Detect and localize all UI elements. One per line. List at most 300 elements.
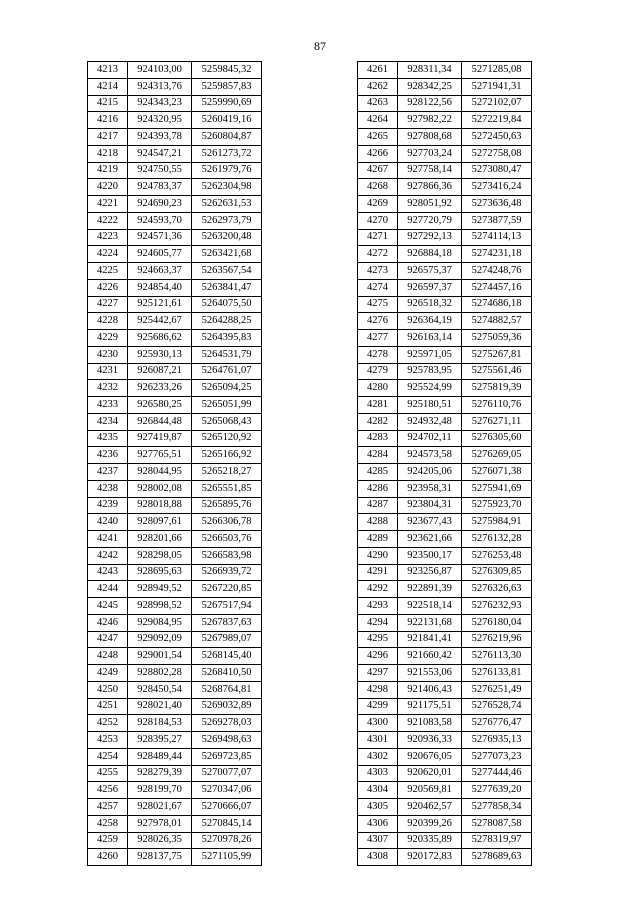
table-row [358, 313, 532, 330]
table-row [358, 815, 532, 832]
y-coordinate-cell: 5268764,81 [192, 681, 262, 698]
y-coordinate-cell: 5267989,07 [192, 631, 262, 648]
x-coordinate-cell: 928342,25 [398, 78, 462, 95]
point-number-cell: 4265 [358, 129, 398, 146]
x-coordinate-cell: 923958,31 [398, 480, 462, 497]
x-coordinate-cell: 920172,83 [398, 849, 462, 866]
x-coordinate-cell: 924690,23 [128, 196, 192, 213]
table-row [88, 145, 262, 162]
y-coordinate-cell: 5265068,43 [192, 413, 262, 430]
x-coordinate-cell: 921841,41 [398, 631, 462, 648]
point-number-cell: 4229 [88, 330, 128, 347]
table-row [358, 698, 532, 715]
y-coordinate-cell: 5273877,59 [462, 212, 532, 229]
table-row [88, 62, 262, 79]
x-coordinate-cell: 924663,37 [128, 263, 192, 280]
point-number-cell: 4223 [88, 229, 128, 246]
point-number-cell: 4234 [88, 413, 128, 430]
table-row [88, 78, 262, 95]
y-coordinate-cell: 5276326,63 [462, 581, 532, 598]
x-coordinate-cell: 924205,06 [398, 464, 462, 481]
point-number-cell: 4247 [88, 631, 128, 648]
table-row [358, 196, 532, 213]
y-coordinate-cell: 5276219,96 [462, 631, 532, 648]
x-coordinate-cell: 927419,87 [128, 430, 192, 447]
y-coordinate-cell: 5273416,24 [462, 179, 532, 196]
table-row [88, 514, 262, 531]
x-coordinate-cell: 920676,05 [398, 748, 462, 765]
y-coordinate-cell: 5276776,47 [462, 715, 532, 732]
point-number-cell: 4232 [88, 380, 128, 397]
table-row [358, 748, 532, 765]
y-coordinate-cell: 5259857,83 [192, 78, 262, 95]
y-coordinate-cell: 5274231,18 [462, 246, 532, 263]
x-coordinate-cell: 928044,95 [128, 464, 192, 481]
y-coordinate-cell: 5269032,89 [192, 698, 262, 715]
x-coordinate-cell: 928489,44 [128, 748, 192, 765]
y-coordinate-cell: 5259990,69 [192, 95, 262, 112]
table-row [358, 296, 532, 313]
point-number-cell: 4259 [88, 832, 128, 849]
y-coordinate-cell: 5262973,79 [192, 212, 262, 229]
point-number-cell: 4279 [358, 363, 398, 380]
table-row [358, 514, 532, 531]
y-coordinate-cell: 5276528,74 [462, 698, 532, 715]
point-number-cell: 4277 [358, 330, 398, 347]
y-coordinate-cell: 5273636,48 [462, 196, 532, 213]
x-coordinate-cell: 924605,77 [128, 246, 192, 263]
table-row [358, 547, 532, 564]
table-row [358, 112, 532, 129]
table-row [358, 179, 532, 196]
x-coordinate-cell: 925783,95 [398, 363, 462, 380]
y-coordinate-cell: 5277858,34 [462, 799, 532, 816]
point-number-cell: 4244 [88, 581, 128, 598]
point-number-cell: 4270 [358, 212, 398, 229]
table-row [358, 782, 532, 799]
y-coordinate-cell: 5276305,60 [462, 430, 532, 447]
table-row [358, 95, 532, 112]
point-number-cell: 4217 [88, 129, 128, 146]
x-coordinate-cell: 926364,19 [398, 313, 462, 330]
point-number-cell: 4275 [358, 296, 398, 313]
point-number-cell: 4246 [88, 614, 128, 631]
point-number-cell: 4308 [358, 849, 398, 866]
point-number-cell: 4274 [358, 279, 398, 296]
point-number-cell: 4249 [88, 665, 128, 682]
y-coordinate-cell: 5276251,49 [462, 681, 532, 698]
x-coordinate-cell: 921553,06 [398, 665, 462, 682]
table-row [358, 564, 532, 581]
x-coordinate-cell: 928199,70 [128, 782, 192, 799]
y-coordinate-cell: 5272758,08 [462, 145, 532, 162]
point-number-cell: 4214 [88, 78, 128, 95]
y-coordinate-cell: 5274114,13 [462, 229, 532, 246]
y-coordinate-cell: 5266939,72 [192, 564, 262, 581]
y-coordinate-cell: 5275819,39 [462, 380, 532, 397]
x-coordinate-cell: 924932,48 [398, 413, 462, 430]
table-row [88, 547, 262, 564]
table-row [88, 748, 262, 765]
x-coordinate-cell: 921175,51 [398, 698, 462, 715]
x-coordinate-cell: 926163,14 [398, 330, 462, 347]
point-number-cell: 4215 [88, 95, 128, 112]
y-coordinate-cell: 5265166,92 [192, 447, 262, 464]
x-coordinate-cell: 925121,61 [128, 296, 192, 313]
x-coordinate-cell: 923500,17 [398, 547, 462, 564]
table-row [358, 464, 532, 481]
point-number-cell: 4226 [88, 279, 128, 296]
point-number-cell: 4288 [358, 514, 398, 531]
y-coordinate-cell: 5272102,07 [462, 95, 532, 112]
point-number-cell: 4240 [88, 514, 128, 531]
table-row [88, 263, 262, 280]
y-coordinate-cell: 5270845,14 [192, 815, 262, 832]
point-number-cell: 4220 [88, 179, 128, 196]
point-number-cell: 4250 [88, 681, 128, 698]
x-coordinate-cell: 928802,28 [128, 665, 192, 682]
table-row [358, 497, 532, 514]
y-coordinate-cell: 5278689,63 [462, 849, 532, 866]
x-coordinate-cell: 928026,35 [128, 832, 192, 849]
y-coordinate-cell: 5274248,76 [462, 263, 532, 280]
table-row [88, 581, 262, 598]
y-coordinate-cell: 5265120,92 [192, 430, 262, 447]
table-row [358, 78, 532, 95]
point-number-cell: 4300 [358, 715, 398, 732]
x-coordinate-cell: 927758,14 [398, 162, 462, 179]
table-row [358, 263, 532, 280]
x-coordinate-cell: 926087,21 [128, 363, 192, 380]
y-coordinate-cell: 5267220,85 [192, 581, 262, 598]
y-coordinate-cell: 5262304,98 [192, 179, 262, 196]
y-coordinate-cell: 5261979,76 [192, 162, 262, 179]
table-row [88, 497, 262, 514]
y-coordinate-cell: 5271285,08 [462, 62, 532, 79]
point-number-cell: 4281 [358, 397, 398, 414]
y-coordinate-cell: 5276180,04 [462, 614, 532, 631]
point-number-cell: 4305 [358, 799, 398, 816]
point-number-cell: 4261 [358, 62, 398, 79]
point-number-cell: 4286 [358, 480, 398, 497]
table-row [358, 631, 532, 648]
point-number-cell: 4284 [358, 447, 398, 464]
y-coordinate-cell: 5271941,31 [462, 78, 532, 95]
x-coordinate-cell: 928298,05 [128, 547, 192, 564]
table-row [88, 313, 262, 330]
point-number-cell: 4248 [88, 648, 128, 665]
x-coordinate-cell: 926884,18 [398, 246, 462, 263]
table-row [88, 413, 262, 430]
x-coordinate-cell: 924750,55 [128, 162, 192, 179]
point-number-cell: 4219 [88, 162, 128, 179]
point-number-cell: 4225 [88, 263, 128, 280]
y-coordinate-cell: 5273080,47 [462, 162, 532, 179]
x-coordinate-cell: 925524,99 [398, 380, 462, 397]
point-number-cell: 4276 [358, 313, 398, 330]
table-row [88, 782, 262, 799]
x-coordinate-cell: 920462,57 [398, 799, 462, 816]
table-row [88, 715, 262, 732]
point-number-cell: 4304 [358, 782, 398, 799]
x-coordinate-cell: 924393,78 [128, 129, 192, 146]
table-row [358, 145, 532, 162]
y-coordinate-cell: 5264531,79 [192, 346, 262, 363]
table-row [88, 832, 262, 849]
point-number-cell: 4238 [88, 480, 128, 497]
table-row [358, 430, 532, 447]
y-coordinate-cell: 5272219,84 [462, 112, 532, 129]
x-coordinate-cell: 926575,37 [398, 263, 462, 280]
x-coordinate-cell: 927808,68 [398, 129, 462, 146]
x-coordinate-cell: 928097,61 [128, 514, 192, 531]
table-row [88, 681, 262, 698]
x-coordinate-cell: 923804,31 [398, 497, 462, 514]
y-coordinate-cell: 5271105,99 [192, 849, 262, 866]
x-coordinate-cell: 926844,48 [128, 413, 192, 430]
y-coordinate-cell: 5263841,47 [192, 279, 262, 296]
x-coordinate-cell: 926518,32 [398, 296, 462, 313]
y-coordinate-cell: 5267837,63 [192, 614, 262, 631]
point-number-cell: 4222 [88, 212, 128, 229]
y-coordinate-cell: 5276253,48 [462, 547, 532, 564]
point-number-cell: 4307 [358, 832, 398, 849]
y-coordinate-cell: 5265051,99 [192, 397, 262, 414]
x-coordinate-cell: 929001,54 [128, 648, 192, 665]
point-number-cell: 4218 [88, 145, 128, 162]
x-coordinate-cell: 928021,40 [128, 698, 192, 715]
table-row [358, 648, 532, 665]
x-coordinate-cell: 920399,26 [398, 815, 462, 832]
table-row [88, 815, 262, 832]
y-coordinate-cell: 5275561,46 [462, 363, 532, 380]
table-row [88, 229, 262, 246]
y-coordinate-cell: 5276071,38 [462, 464, 532, 481]
table-row [358, 246, 532, 263]
table-row [88, 162, 262, 179]
page-number: 87 [314, 39, 326, 53]
y-coordinate-cell: 5269278,03 [192, 715, 262, 732]
x-coordinate-cell: 928949,52 [128, 581, 192, 598]
x-coordinate-cell: 924343,23 [128, 95, 192, 112]
table-row [358, 715, 532, 732]
point-number-cell: 4242 [88, 547, 128, 564]
table-row [358, 531, 532, 548]
point-number-cell: 4251 [88, 698, 128, 715]
x-coordinate-cell: 921406,43 [398, 681, 462, 698]
x-coordinate-cell: 928201,66 [128, 531, 192, 548]
point-number-cell: 4290 [358, 547, 398, 564]
x-coordinate-cell: 928279,39 [128, 765, 192, 782]
y-coordinate-cell: 5260419,16 [192, 112, 262, 129]
table-row [88, 799, 262, 816]
y-coordinate-cell: 5270666,07 [192, 799, 262, 816]
point-number-cell: 4292 [358, 581, 398, 598]
table-row [88, 380, 262, 397]
point-number-cell: 4216 [88, 112, 128, 129]
table-row [358, 229, 532, 246]
point-number-cell: 4262 [358, 78, 398, 95]
x-coordinate-cell: 928021,67 [128, 799, 192, 816]
table-row [88, 179, 262, 196]
table-row [88, 346, 262, 363]
point-number-cell: 4245 [88, 598, 128, 615]
table-row [358, 849, 532, 866]
table-row [88, 464, 262, 481]
x-coordinate-cell: 924571,36 [128, 229, 192, 246]
x-coordinate-cell: 925686,62 [128, 330, 192, 347]
point-number-cell: 4285 [358, 464, 398, 481]
table-row [358, 732, 532, 749]
table-row [358, 212, 532, 229]
point-number-cell: 4289 [358, 531, 398, 548]
y-coordinate-cell: 5276113,30 [462, 648, 532, 665]
table-row [358, 480, 532, 497]
table-row [358, 330, 532, 347]
y-coordinate-cell: 5265218,27 [192, 464, 262, 481]
y-coordinate-cell: 5264761,07 [192, 363, 262, 380]
point-number-cell: 4254 [88, 748, 128, 765]
x-coordinate-cell: 920569,81 [398, 782, 462, 799]
point-number-cell: 4241 [88, 531, 128, 548]
point-number-cell: 4271 [358, 229, 398, 246]
point-number-cell: 4297 [358, 665, 398, 682]
y-coordinate-cell: 5263200,48 [192, 229, 262, 246]
point-number-cell: 4287 [358, 497, 398, 514]
x-coordinate-cell: 925442,67 [128, 313, 192, 330]
point-number-cell: 4280 [358, 380, 398, 397]
x-coordinate-cell: 927978,01 [128, 815, 192, 832]
x-coordinate-cell: 925930,13 [128, 346, 192, 363]
point-number-cell: 4301 [358, 732, 398, 749]
table-row [88, 665, 262, 682]
x-coordinate-cell: 926233,26 [128, 380, 192, 397]
x-coordinate-cell: 927765,51 [128, 447, 192, 464]
x-coordinate-cell: 924320,95 [128, 112, 192, 129]
point-number-cell: 4293 [358, 598, 398, 615]
table-row [88, 279, 262, 296]
table-row [358, 581, 532, 598]
point-number-cell: 4296 [358, 648, 398, 665]
point-number-cell: 4237 [88, 464, 128, 481]
y-coordinate-cell: 5264288,25 [192, 313, 262, 330]
x-coordinate-cell: 922518,14 [398, 598, 462, 615]
x-coordinate-cell: 922891,39 [398, 581, 462, 598]
x-coordinate-cell: 922131,68 [398, 614, 462, 631]
y-coordinate-cell: 5274882,57 [462, 313, 532, 330]
point-number-cell: 4233 [88, 397, 128, 414]
point-number-cell: 4235 [88, 430, 128, 447]
x-coordinate-cell: 924702,11 [398, 430, 462, 447]
table-row [358, 162, 532, 179]
y-coordinate-cell: 5259845,32 [192, 62, 262, 79]
point-number-cell: 4299 [358, 698, 398, 715]
y-coordinate-cell: 5260804,87 [192, 129, 262, 146]
point-number-cell: 4298 [358, 681, 398, 698]
table-row [358, 279, 532, 296]
x-coordinate-cell: 928998,52 [128, 598, 192, 615]
y-coordinate-cell: 5275941,69 [462, 480, 532, 497]
x-coordinate-cell: 928137,75 [128, 849, 192, 866]
point-number-cell: 4227 [88, 296, 128, 313]
table-row [88, 397, 262, 414]
table-row [88, 631, 262, 648]
point-number-cell: 4243 [88, 564, 128, 581]
point-number-cell: 4266 [358, 145, 398, 162]
table-row [88, 480, 262, 497]
x-coordinate-cell: 928450,54 [128, 681, 192, 698]
table-row [358, 598, 532, 615]
table-row [88, 648, 262, 665]
y-coordinate-cell: 5277073,23 [462, 748, 532, 765]
y-coordinate-cell: 5276232,93 [462, 598, 532, 615]
y-coordinate-cell: 5270077,07 [192, 765, 262, 782]
y-coordinate-cell: 5276133,81 [462, 665, 532, 682]
point-number-cell: 4306 [358, 815, 398, 832]
coordinates-table-left [87, 61, 262, 866]
table-row [88, 614, 262, 631]
point-number-cell: 4283 [358, 430, 398, 447]
table-row [88, 447, 262, 464]
table-row [88, 765, 262, 782]
point-number-cell: 4228 [88, 313, 128, 330]
table-row [358, 413, 532, 430]
x-coordinate-cell: 925180,51 [398, 397, 462, 414]
x-coordinate-cell: 924547,21 [128, 145, 192, 162]
y-coordinate-cell: 5265551,85 [192, 480, 262, 497]
x-coordinate-cell: 925971,05 [398, 346, 462, 363]
table-row [88, 212, 262, 229]
x-coordinate-cell: 927720,79 [398, 212, 462, 229]
point-number-cell: 4236 [88, 447, 128, 464]
y-coordinate-cell: 5276271,11 [462, 413, 532, 430]
point-number-cell: 4302 [358, 748, 398, 765]
table-row [88, 330, 262, 347]
x-coordinate-cell: 924313,76 [128, 78, 192, 95]
point-number-cell: 4231 [88, 363, 128, 380]
point-number-cell: 4257 [88, 799, 128, 816]
point-number-cell: 4273 [358, 263, 398, 280]
y-coordinate-cell: 5268410,50 [192, 665, 262, 682]
table-row [358, 799, 532, 816]
point-number-cell: 4264 [358, 112, 398, 129]
table-row [358, 363, 532, 380]
y-coordinate-cell: 5274686,18 [462, 296, 532, 313]
y-coordinate-cell: 5269723,85 [192, 748, 262, 765]
x-coordinate-cell: 929092,09 [128, 631, 192, 648]
y-coordinate-cell: 5276935,13 [462, 732, 532, 749]
point-number-cell: 4278 [358, 346, 398, 363]
point-number-cell: 4295 [358, 631, 398, 648]
table-row [88, 430, 262, 447]
x-coordinate-cell: 921083,58 [398, 715, 462, 732]
y-coordinate-cell: 5275267,81 [462, 346, 532, 363]
table-row [88, 129, 262, 146]
point-number-cell: 4256 [88, 782, 128, 799]
table-row [358, 380, 532, 397]
y-coordinate-cell: 5272450,63 [462, 129, 532, 146]
table-row [358, 765, 532, 782]
table-row [88, 732, 262, 749]
x-coordinate-cell: 920335,89 [398, 832, 462, 849]
y-coordinate-cell: 5269498,63 [192, 732, 262, 749]
x-coordinate-cell: 920620,01 [398, 765, 462, 782]
point-number-cell: 4260 [88, 849, 128, 866]
x-coordinate-cell: 928311,34 [398, 62, 462, 79]
x-coordinate-cell: 926597,37 [398, 279, 462, 296]
point-number-cell: 4303 [358, 765, 398, 782]
point-number-cell: 4269 [358, 196, 398, 213]
